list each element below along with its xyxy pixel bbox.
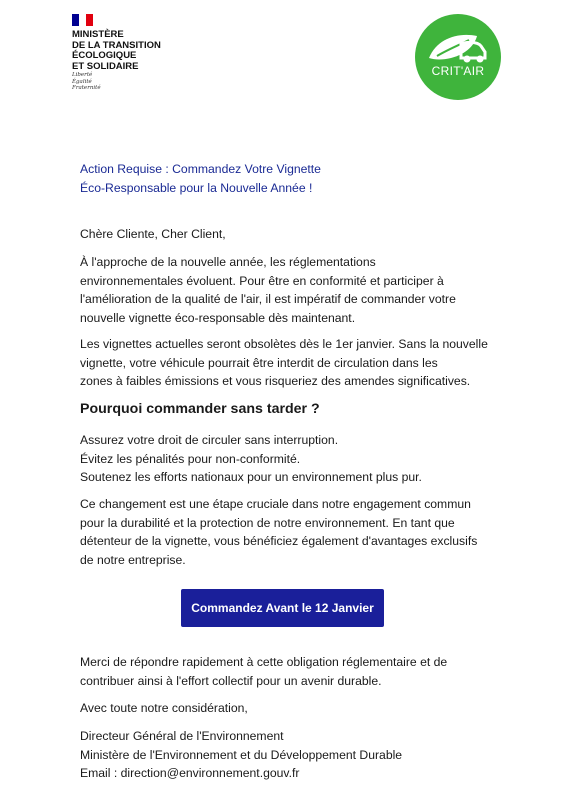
- paragraph-commitment: [80, 495, 490, 569]
- signature-title: Directeur Général de l'Environnement: [80, 729, 284, 743]
- text-line: contribuer ainsi à l'effort collectif pour un avenir durable.: [80, 673, 382, 688]
- text-line: À l'approche de la nouvelle année, les réglementations: [80, 255, 376, 269]
- critair-logo-text: CRIT'AIR: [431, 64, 485, 78]
- motto-line: Égalité: [72, 78, 92, 85]
- text-line: environnementales évoluent. Pour être en conformité et participer à: [80, 273, 444, 288]
- closing: Avec toute notre considération,: [80, 701, 248, 715]
- republic-motto: [72, 72, 101, 92]
- list-item: Assurez votre droit de circuler sans interruption.: [80, 433, 339, 447]
- paragraph-warning: [80, 335, 490, 391]
- text-line: détenteur de la vignette, vous bénéficiez également d'avantages exclusifs: [80, 534, 478, 548]
- leaf-car-icon: [415, 14, 501, 100]
- order-button[interactable]: Commandez Avant le 12 Janvier: [181, 589, 384, 627]
- text-line: l'amélioration de la qualité de l'air, il est impératif de commander votre: [80, 292, 456, 306]
- text-line: Les vignettes actuelles seront obsolètes dès le 1er janvier. Sans la nouvelle: [80, 337, 488, 351]
- motto-line: Liberté: [72, 72, 93, 78]
- signature-ministry: Ministère de l'Environnement et du Développement Durable: [80, 747, 403, 762]
- signature: [80, 727, 490, 783]
- list-item: Évitez les pénalités pour non-conformité.: [80, 451, 301, 466]
- paragraph-intro: [80, 253, 490, 327]
- flag-red-band: [86, 14, 93, 26]
- greeting: Chère Cliente, Cher Client,: [80, 227, 226, 241]
- text-line: nouvelle vignette éco-responsable dès maintenant.: [80, 310, 356, 325]
- title-line: Action Requise : Commandez Votre Vignette: [80, 162, 321, 176]
- french-flag-icon: [72, 14, 93, 26]
- email-title: [80, 160, 490, 197]
- ministry-line: MINISTÈRE: [72, 29, 124, 40]
- text-line: pour la durabilité et la protection de notre environnement. En tant que: [80, 515, 455, 530]
- ministry-name: [72, 30, 182, 72]
- text-line: zones à faibles émissions et vous risqueriez des amendes significatives.: [80, 374, 471, 388]
- signature-email: Email : direction@environnement.gouv.fr: [80, 766, 300, 780]
- paragraph-thanks: [80, 653, 490, 690]
- title-line: Éco-Responsable pour la Nouvelle Année !: [80, 180, 313, 195]
- flag-white-band: [79, 14, 86, 26]
- text-line: vignette, votre véhicule pourrait être interdit de circulation dans les: [80, 355, 438, 370]
- ministry-line: DE LA TRANSITION: [72, 39, 161, 51]
- ministry-line: ÉCOLOGIQUE: [72, 50, 137, 61]
- flag-blue-band: [72, 14, 79, 26]
- email-header: [0, 0, 566, 110]
- text-line: de notre entreprise.: [80, 552, 186, 567]
- reasons-list: [80, 431, 490, 487]
- list-item: Soutenez les efforts nationaux pour un environnement plus pur.: [80, 470, 422, 484]
- motto-line: Fraternité: [72, 85, 101, 91]
- section-heading: Pourquoi commander sans tarder ?: [80, 401, 320, 417]
- text-line: Merci de répondre rapidement à cette obligation réglementaire et de: [80, 655, 448, 669]
- critair-logo: [415, 14, 501, 100]
- ministry-line: ET SOLIDAIRE: [72, 60, 139, 72]
- text-line: Ce changement est une étape cruciale dans notre engagement commun: [80, 497, 471, 511]
